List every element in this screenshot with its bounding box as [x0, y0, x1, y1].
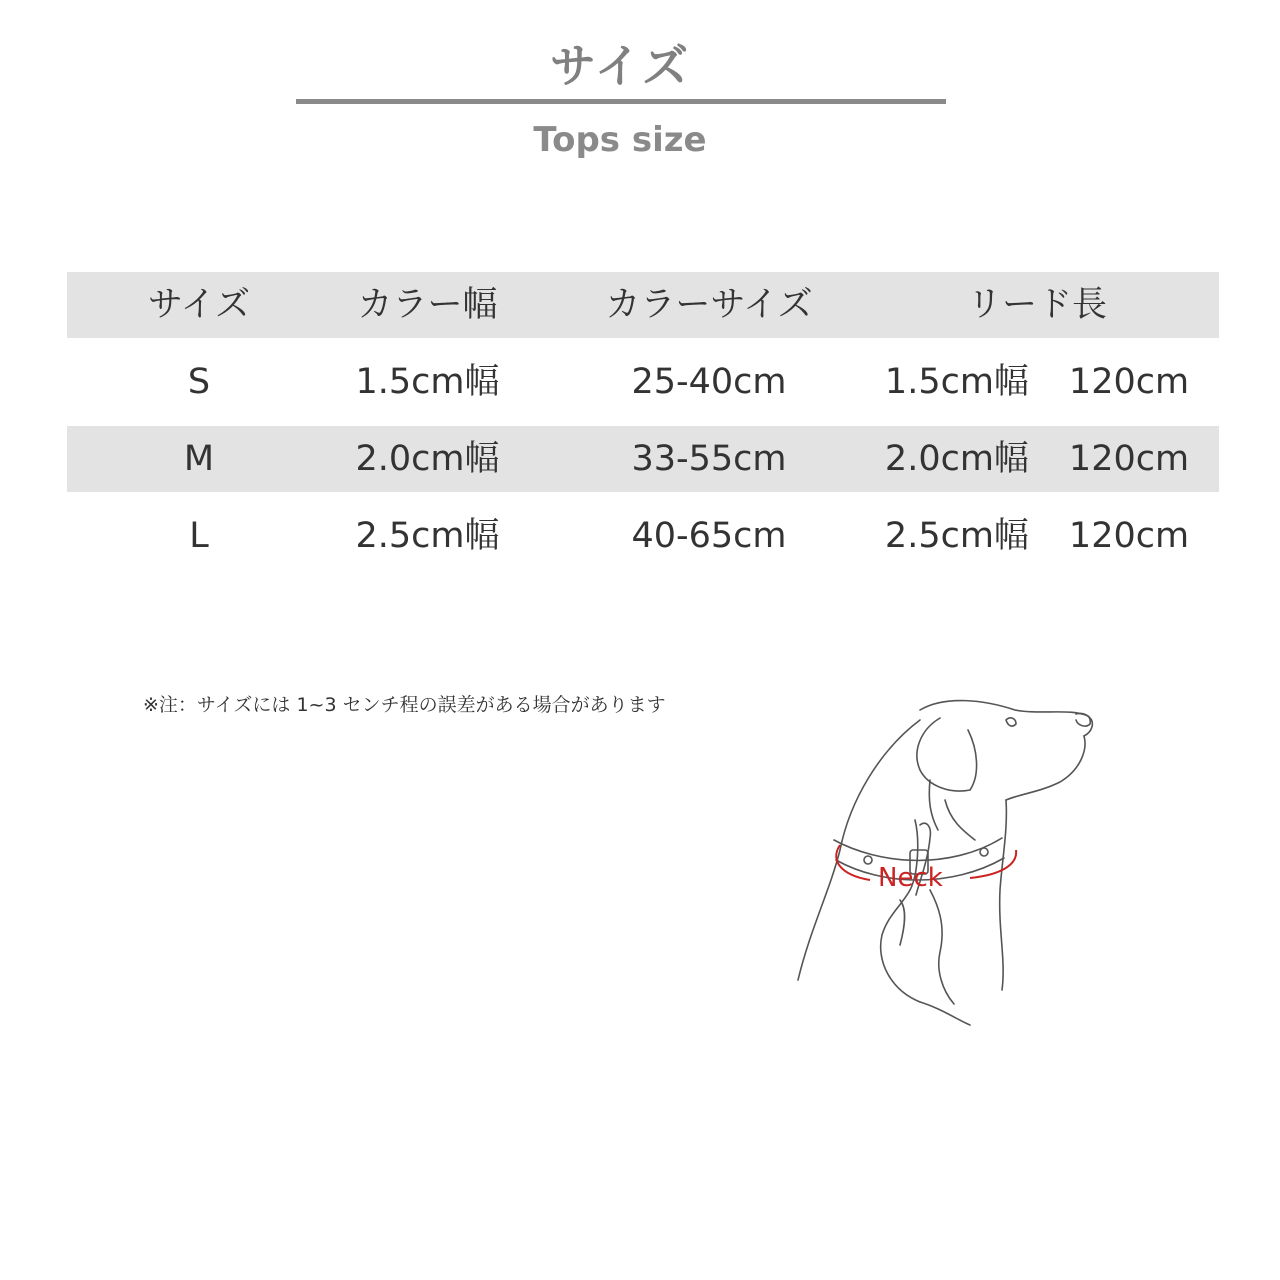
- title-divider: [296, 99, 946, 104]
- lead-width: 1.5cm幅: [884, 362, 1029, 402]
- collar-width-cell: 2.0cm幅: [355, 439, 500, 479]
- header-collar-size: カラーサイズ: [605, 285, 813, 325]
- header-collar-width: カラー幅: [357, 285, 498, 325]
- collar-width-cell: 1.5cm幅: [355, 362, 500, 402]
- table-row: [67, 426, 1219, 492]
- lead-length: 120cm: [1068, 516, 1190, 556]
- size-cell: L: [189, 516, 209, 556]
- lead-length: 120cm: [1068, 439, 1190, 479]
- collar-width-cell: 2.5cm幅: [355, 516, 500, 556]
- lead-cell: [872, 426, 1202, 492]
- size-cell: M: [183, 439, 215, 479]
- table-row: [67, 503, 1219, 569]
- dog-neck-illustration: [770, 690, 1130, 1030]
- table-row: [67, 349, 1219, 415]
- page-subtitle: Tops size: [533, 120, 707, 160]
- header-size: サイズ: [147, 285, 251, 325]
- size-note: ※注：サイズには 1~3 センチ程の誤差がある場合があります: [143, 694, 666, 716]
- lead-cell: [872, 349, 1202, 415]
- table-header-row: [67, 272, 1219, 338]
- lead-width: 2.5cm幅: [884, 516, 1029, 556]
- page-title: サイズ: [549, 39, 691, 93]
- neck-label: Neck: [878, 863, 943, 893]
- lead-cell: [872, 503, 1202, 569]
- collar-size-cell: 40-65cm: [631, 516, 787, 556]
- lead-width: 2.0cm幅: [884, 439, 1029, 479]
- collar-size-cell: 33-55cm: [631, 439, 787, 479]
- size-cell: S: [187, 362, 211, 402]
- size-table: [67, 272, 1219, 580]
- header-lead-length: リード長: [966, 285, 1107, 325]
- lead-length: 120cm: [1068, 362, 1190, 402]
- collar-size-cell: 25-40cm: [631, 362, 787, 402]
